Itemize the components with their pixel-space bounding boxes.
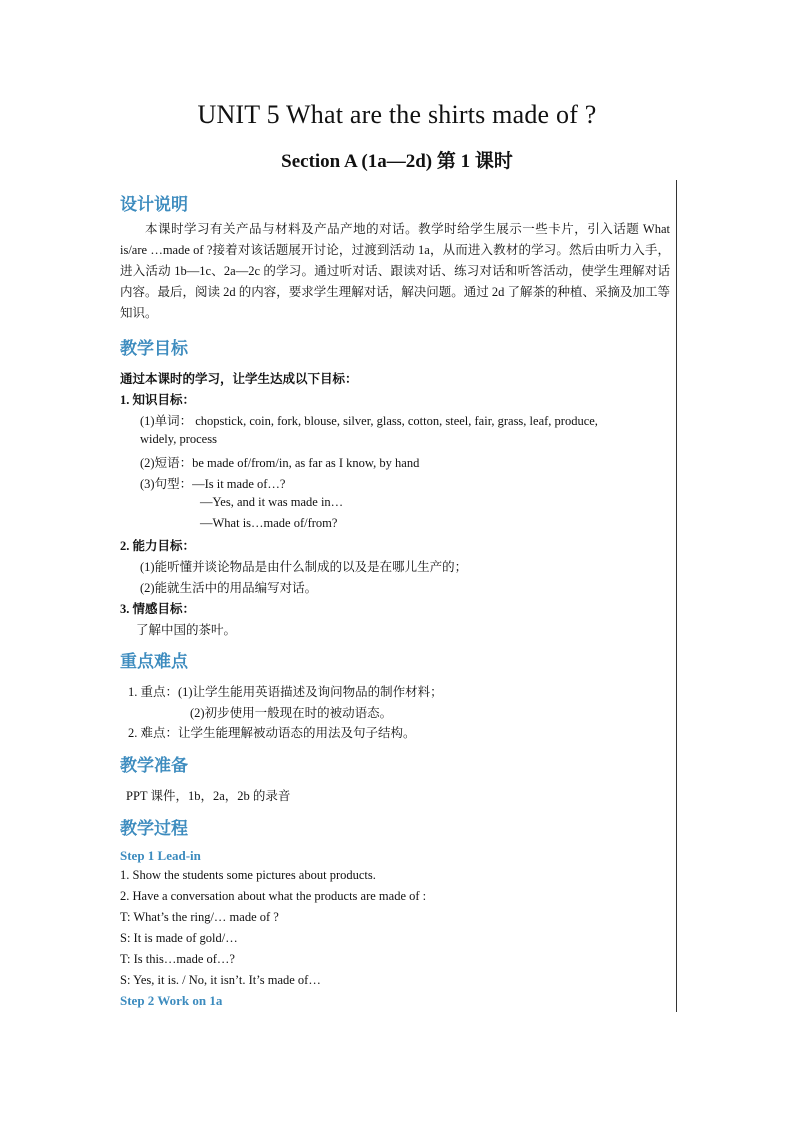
goals-intro: 通过本课时的学习，让学生达成以下目标： xyxy=(120,372,358,386)
emotion-goal-1: 了解中国的茶叶。 xyxy=(136,623,237,637)
sentence-line-3: —What is…made of/from? xyxy=(200,516,338,530)
process-line-3: T: What’s the ring/… made of ? xyxy=(120,910,279,924)
margin-divider xyxy=(676,180,677,1012)
sentence-line-2: —Yes, and it was made in… xyxy=(200,495,344,509)
design-paragraph: 本课时学习有关产品与材料及产品产地的对话。教学时给学生展示一些卡片，引入话题 What is/are …made of ?接着对该话题展开讨论，过渡到活动 1a，从而进入教材的学习。然后由听力入手，进入活动 1b—1c、2a—2c 的学习。通过听对话、跟读对话、练习对话和听答活动，使学生理解对话内容。最后，阅读 2d 的内容，要求学生理解对话，解决问题。通过 2d 了解茶的种植、采摘及加工等知识。 xyxy=(120,222,671,320)
knowledge-goal-title: 1. 知识目标： xyxy=(120,393,196,407)
key-point-2: (2)初步使用一般现在时的被动语态。 xyxy=(190,706,393,720)
goals-heading: 教学目标 xyxy=(120,339,188,359)
key-points-heading: 重点难点 xyxy=(120,652,188,672)
ability-goal-title: 2. 能力目标： xyxy=(120,539,196,553)
process-line-2: 2. Have a conversation about what the products are made of : xyxy=(120,889,427,903)
ability-goal-2: (2)能就生活中的用品编写对话。 xyxy=(140,581,318,595)
prep-text: PPT 课件，1b，2a，2b 的录音 xyxy=(126,789,291,803)
step-1-title: Step 1 Lead-in xyxy=(120,848,201,863)
process-heading: 教学过程 xyxy=(120,819,188,839)
emotion-goal-title: 3. 情感目标： xyxy=(120,602,196,616)
sentence-line-1: (3)句型：—Is it made of…? xyxy=(140,477,286,491)
process-line-1: 1. Show the students some pictures about products. xyxy=(120,868,376,882)
difficult-point: 2. 难点：让学生能理解被动语态的用法及句子结构。 xyxy=(128,726,416,740)
prep-heading: 教学准备 xyxy=(120,756,188,776)
vocab-line-1: (1)单词： chopstick, coin, fork, blouse, silver, glass, cotton, steel, fair, grass, leaf, produce, xyxy=(140,414,598,428)
page-title: UNIT 5 What are the shirts made of ? xyxy=(197,100,597,129)
design-heading: 设计说明 xyxy=(120,195,188,215)
page-subtitle: Section A (1a—2d) 第 1 课时 xyxy=(281,151,513,172)
process-line-6: S: Yes, it is. / No, it isn’t. It’s made of… xyxy=(120,973,321,987)
process-line-4: S: It is made of gold/… xyxy=(120,931,238,945)
key-point-1: 1. 重点：(1)让学生能用英语描述及询问物品的制作材料； xyxy=(128,685,443,699)
vocab-line-2: widely, process xyxy=(140,432,217,446)
ability-goal-1: (1)能听懂并谈论物品是由什么制成的以及是在哪儿生产的； xyxy=(140,560,468,574)
phrases-line: (2)短语：be made of/from/in, as far as I know, by hand xyxy=(140,456,420,470)
step-2-title: Step 2 Work on 1a xyxy=(120,993,223,1008)
process-line-5: T: Is this…made of…? xyxy=(120,952,235,966)
